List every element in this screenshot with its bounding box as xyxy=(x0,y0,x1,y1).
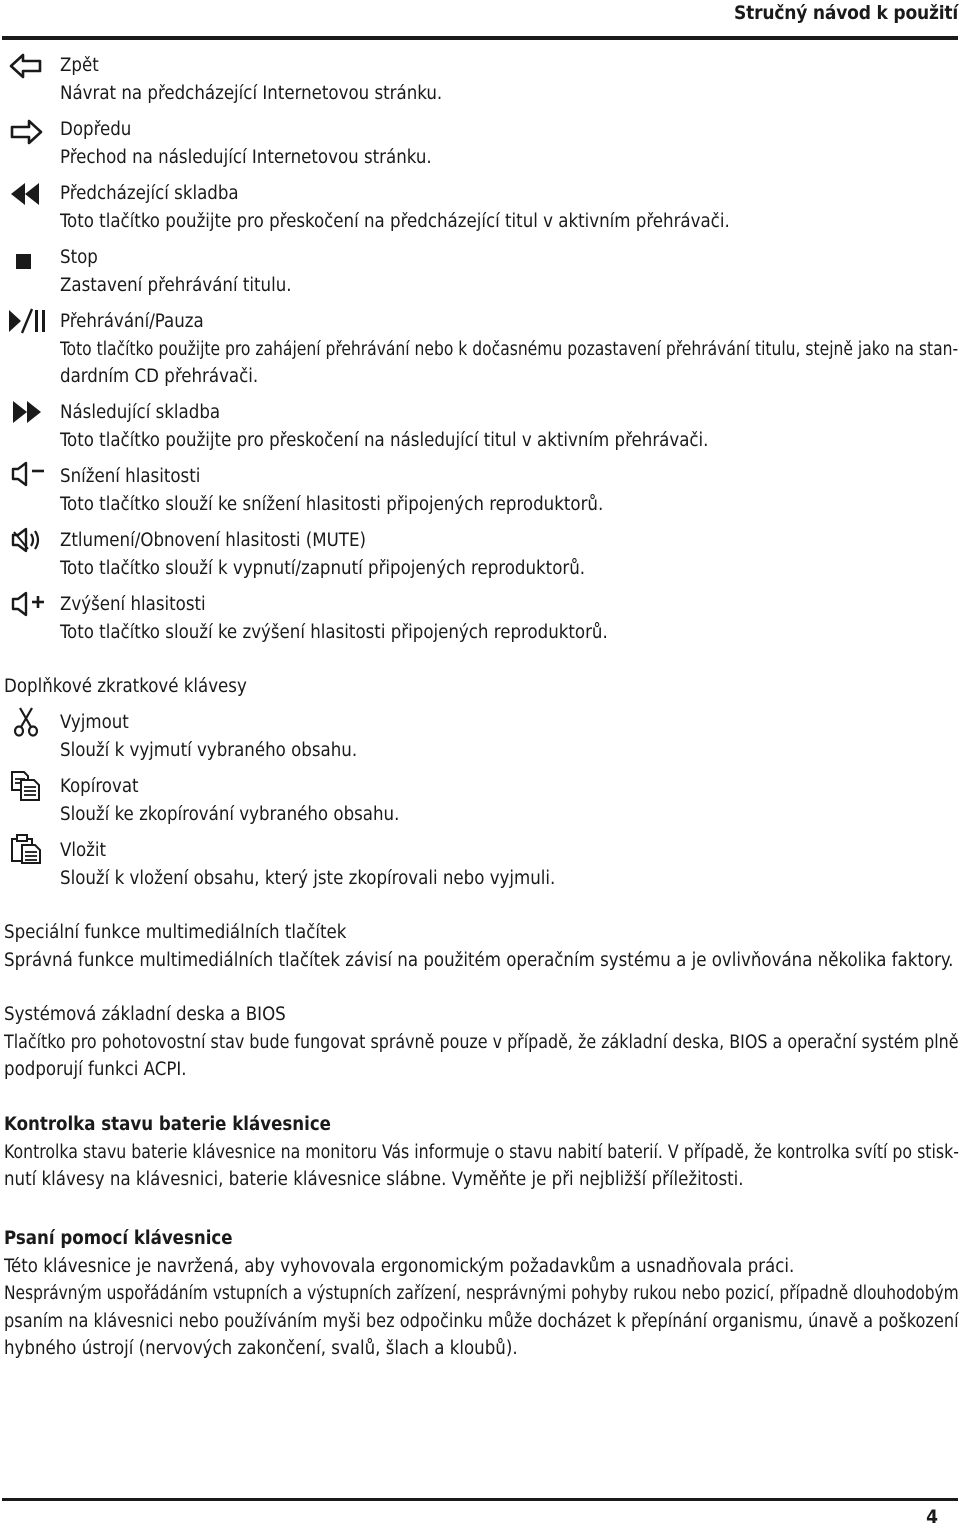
media-key-play-pause xyxy=(60,308,958,391)
special-functions-section xyxy=(4,919,959,974)
volume-down-icon xyxy=(8,458,50,490)
header-title: Stručný návod k použití xyxy=(734,2,958,24)
key-description: Toto tlačítko slouží k vypnutí/zapnutí připojených reproduktorů. xyxy=(60,557,586,579)
media-key-mute xyxy=(60,527,958,582)
key-description: Zastavení přehrávání titulu. xyxy=(60,274,292,296)
key-description: Toto tlačítko použijte pro přeskočení na následující titul v aktivním přehrávači. xyxy=(60,429,709,451)
key-title: Zvýšení hlasitosti xyxy=(60,594,206,615)
key-title: Zpět xyxy=(60,55,99,76)
key-title: Přehrávání/Pauza xyxy=(60,311,204,332)
typing-section xyxy=(4,1225,959,1363)
page-number: 4 xyxy=(926,1506,938,1528)
section-heading: Kontrolka stavu baterie klávesnice xyxy=(4,1114,331,1135)
key-description: Toto tlačítko použijte pro přeskočení na předcházející titul v aktivním přehrávači. xyxy=(60,210,730,232)
key-description: Slouží k vložení obsahu, který jste zkopírovali nebo vyjmuli. xyxy=(60,867,556,889)
section-text-line: psaním na klávesnici nebo používáním myši bez odpočinku může docházet k přepínání organismu, únavě a poškození xyxy=(4,1310,959,1332)
key-title: Stop xyxy=(60,247,98,268)
media-key-forward xyxy=(60,116,958,171)
section-heading: Systémová základní deska a BIOS xyxy=(4,1004,286,1025)
key-description: Toto tlačítko slouží ke snížení hlasitosti připojených reproduktorů. xyxy=(60,493,604,515)
play-pause-icon xyxy=(6,305,48,337)
section-text: Správná funkce multimediálních tlačítek závisí na použitém operačním systému a je ovlivňována několika faktory. xyxy=(4,949,954,971)
stop-icon xyxy=(8,246,44,278)
section-text-line: hybného ústrojí (nervových zakončení, svalů, šlach a kloubů). xyxy=(4,1338,518,1359)
key-description-cont: dardním CD přehrávači. xyxy=(60,366,259,387)
shortcut-key-paste xyxy=(60,837,958,892)
bios-section xyxy=(4,1001,959,1084)
key-description: Toto tlačítko použijte pro zahájení přehrávání nebo k dočasnému pozastavení přehrávání titulu, stejně jako na stan- xyxy=(60,338,959,360)
section-text-line: podporují funkci ACPI. xyxy=(4,1059,187,1080)
battery-section xyxy=(4,1111,959,1194)
shortcut-section xyxy=(4,673,959,701)
key-title: Kopírovat xyxy=(60,776,139,797)
media-key-volume-up xyxy=(60,591,958,646)
shortcut-key-cut xyxy=(60,709,958,764)
scissors-icon xyxy=(8,706,44,738)
key-title: Snížení hlasitosti xyxy=(60,466,201,487)
footer-divider xyxy=(2,1498,958,1501)
media-key-volume-down xyxy=(60,463,958,518)
back-arrow-icon xyxy=(8,50,44,82)
media-key-next xyxy=(60,399,958,454)
forward-arrow-icon xyxy=(8,116,44,148)
section-text-line: Kontrolka stavu baterie klávesnice na monitoru Vás informuje o stavu nabití baterií. V případě, že kontrolka svítí po stisk- xyxy=(4,1141,959,1163)
media-key-stop xyxy=(60,244,958,299)
key-title: Vyjmout xyxy=(60,712,129,733)
key-title: Dopředu xyxy=(60,119,132,140)
section-heading: Doplňkové zkratkové klávesy xyxy=(4,676,247,697)
media-key-back xyxy=(60,52,958,107)
section-text-line: Nesprávným uspořádáním vstupních a výstupních zařízení, nesprávnými pohyby rukou nebo pozicí, případně dlouhodobým xyxy=(4,1283,959,1304)
key-description: Slouží k vyjmutí vybraného obsahu. xyxy=(60,739,358,761)
next-track-icon xyxy=(8,396,44,428)
media-key-previous xyxy=(60,180,958,235)
section-text-line: Této klávesnice je navržená, aby vyhovovala ergonomickým požadavkům a usnadňovala práci. xyxy=(4,1255,795,1277)
section-heading: Psaní pomocí klávesnice xyxy=(4,1228,233,1249)
mute-icon xyxy=(8,524,50,556)
section-heading: Speciální funkce multimediálních tlačítek xyxy=(4,922,347,943)
section-text-line: Tlačítko pro pohotovostní stav bude fungovat správně pouze v případě, že základní deska, BIOS a operační systém plně xyxy=(4,1031,959,1053)
paste-icon xyxy=(8,833,44,865)
key-title: Následující skladba xyxy=(60,402,221,423)
copy-icon xyxy=(8,770,44,802)
key-title: Ztlumení/Obnovení hlasitosti (MUTE) xyxy=(60,530,366,551)
key-description: Návrat na předcházející Internetovou stránku. xyxy=(60,82,443,104)
key-description: Slouží ke zkopírování vybraného obsahu. xyxy=(60,803,400,825)
key-title: Předcházející skladba xyxy=(60,183,239,204)
key-title: Vložit xyxy=(60,840,107,861)
shortcut-key-copy xyxy=(60,773,958,828)
section-text-line: nutí klávesy na klávesnici, baterie klávesnice slábne. Vyměňte je při nejbližší příležitosti. xyxy=(4,1169,744,1190)
previous-track-icon xyxy=(8,178,44,210)
key-description: Přechod na následující Internetovou stránku. xyxy=(60,146,432,168)
header-divider xyxy=(2,36,958,40)
key-description: Toto tlačítko slouží ke zvýšení hlasitosti připojených reproduktorů. xyxy=(60,621,608,643)
volume-up-icon xyxy=(8,588,50,620)
